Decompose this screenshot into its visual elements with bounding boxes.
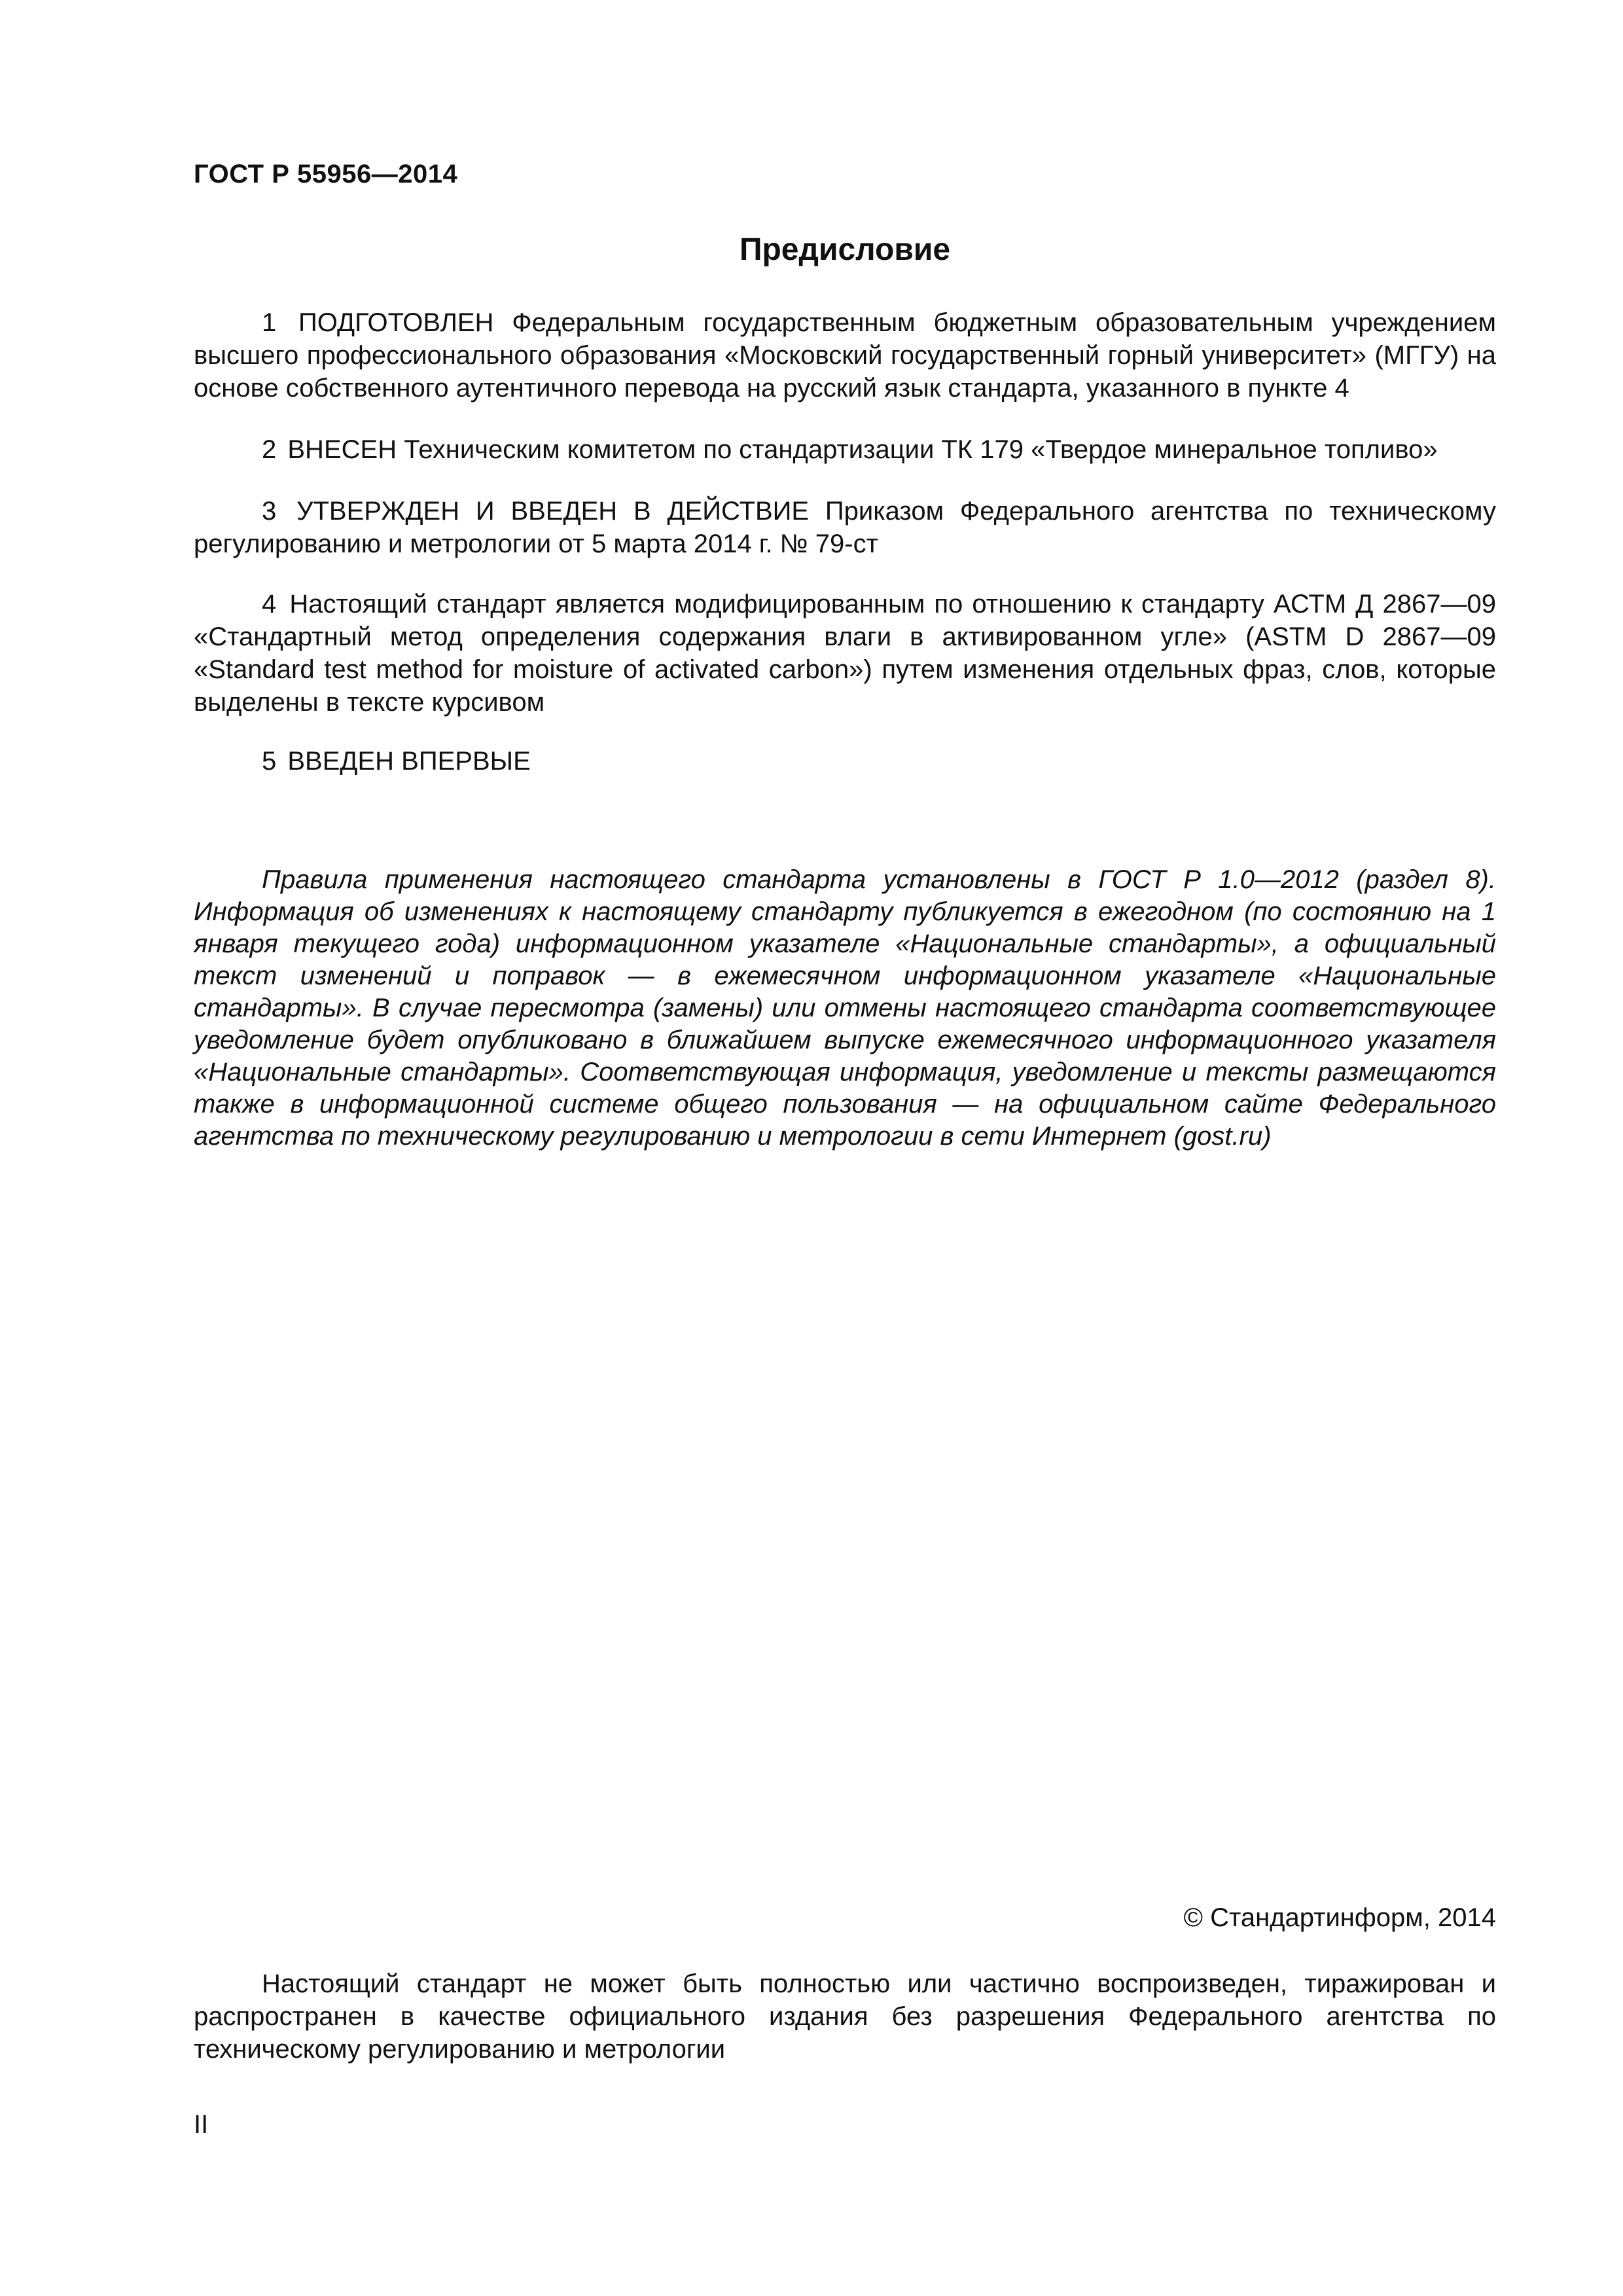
item-text: ВНЕСЕН Техническим комитетом по стандартизации ТК 179 «Твердое минеральное топливо»: [287, 435, 1438, 464]
item-text: ПОДГОТОВЛЕН Федеральным государственным бюджетным образовательным учреждением высшего профессионального образования «Московский государственный горный университет» (МГГУ) на основе собственного аутентичного перевода на русский язык стандарта, указанного в пункте 4: [194, 308, 1496, 403]
page-number: II: [194, 2110, 209, 2139]
item-number: 1: [262, 308, 277, 337]
foreword-item-1: [194, 306, 1496, 404]
item-text: ВВЕДЕН ВПЕРВЫЕ: [287, 747, 531, 776]
item-text: Настоящий стандарт является модифицированным по отношению к стандарту АСТМ Д 2867—09 «Стандартный метод определения содержания влаги в активированном угле» (ASTM D 2867—09 «Standard test method for moisture of activated carbon») путем изменения отдельных фраз, слов, которые выделены в тексте курсивом: [194, 590, 1496, 717]
foreword-item-3: [194, 495, 1496, 560]
page-title: Предисловие: [739, 232, 951, 267]
reproduction-notice: [194, 1967, 1496, 2066]
item-number: 5: [262, 747, 277, 776]
foreword-item-2: [194, 433, 1496, 466]
document-code: ГОСТ Р 55956—2014: [194, 160, 458, 188]
item-number: 2: [262, 435, 277, 464]
copyright-line: © Стандартинформ, 2014: [1183, 1903, 1496, 1932]
foreword-item-4: [194, 588, 1496, 719]
item-number: 3: [262, 497, 277, 526]
rules-notice: [194, 864, 1496, 1153]
item-number: 4: [262, 590, 277, 619]
rules-notice-text: Правила применения настоящего стандарта установлены в ГОСТ Р 1.0—2012 (раздел 8). Информация об изменениях к настоящему стандарту публикуется в ежегодном (по состоянию на 1 января текущего года) информационном указателе «Национальные стандарты», а официальный текст изменений и поправок — в ежемесячном информационном указателе «Национальные стандарты». В случае пересмотра (замены) или отмены настоящего стандарта соответствующее уведомление будет опубликовано в ближайшем выпуске ежемесячного информационного указателя «Национальные стандарты». Соответствующая информация, уведомление и тексты размещаются также в информационной системе общего пользования — на официальном сайте Федерального агентства по техническому регулированию и метрологии в сети Интернет (gost.ru): [194, 865, 1496, 1151]
foreword-item-5: [194, 745, 1496, 778]
reproduction-notice-text: Настоящий стандарт не может быть полностью или частично воспроизведен, тиражирован и распространен в качестве официального издания без разрешения Федерального агентства по техническому регулированию и метрологии: [194, 1969, 1496, 2064]
item-text: УТВЕРЖДЕН И ВВЕДЕН В ДЕЙСТВИЕ Приказом Федерального агентства по техническому регулированию и метрологии от 5 марта 2014 г. № 79-ст: [194, 497, 1497, 558]
